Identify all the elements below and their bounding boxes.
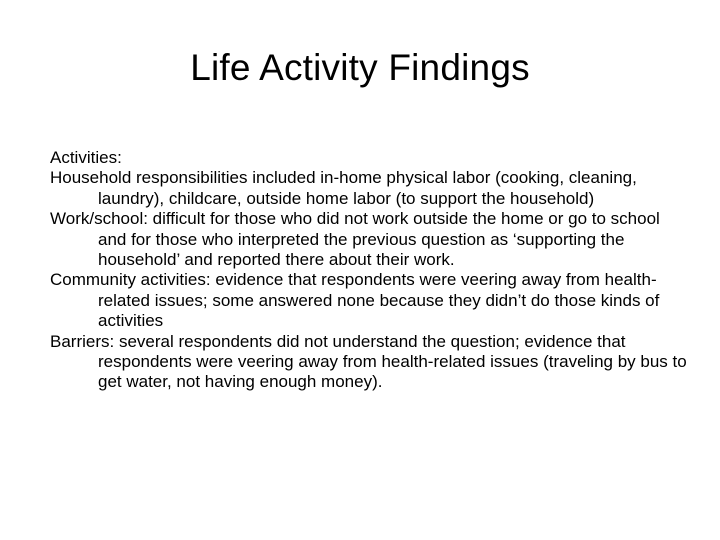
community-activities-paragraph: Community activities: evidence that respondents were veering away from health-related issues; some answered none because they didn’t do those kinds of activities	[50, 270, 660, 331]
activities-heading: Activities:	[50, 148, 122, 167]
work-school-paragraph: Work/school: difficult for those who did not work outside the home or go to school and for those who interpreted the previous question as ‘supporting the household’ and reported there about their work.	[50, 209, 660, 270]
slide-body	[50, 148, 690, 393]
slide-title: Life Activity Findings	[190, 47, 530, 88]
household-paragraph: Household responsibilities included in-home physical labor (cooking, cleaning, laundry), childcare, outside home labor (to support the household)	[50, 168, 637, 208]
barriers-paragraph: Barriers: several respondents did not understand the question; evidence that respondents were veering away from health-related issues (traveling by bus to get water, not having enough money).	[50, 331, 687, 392]
